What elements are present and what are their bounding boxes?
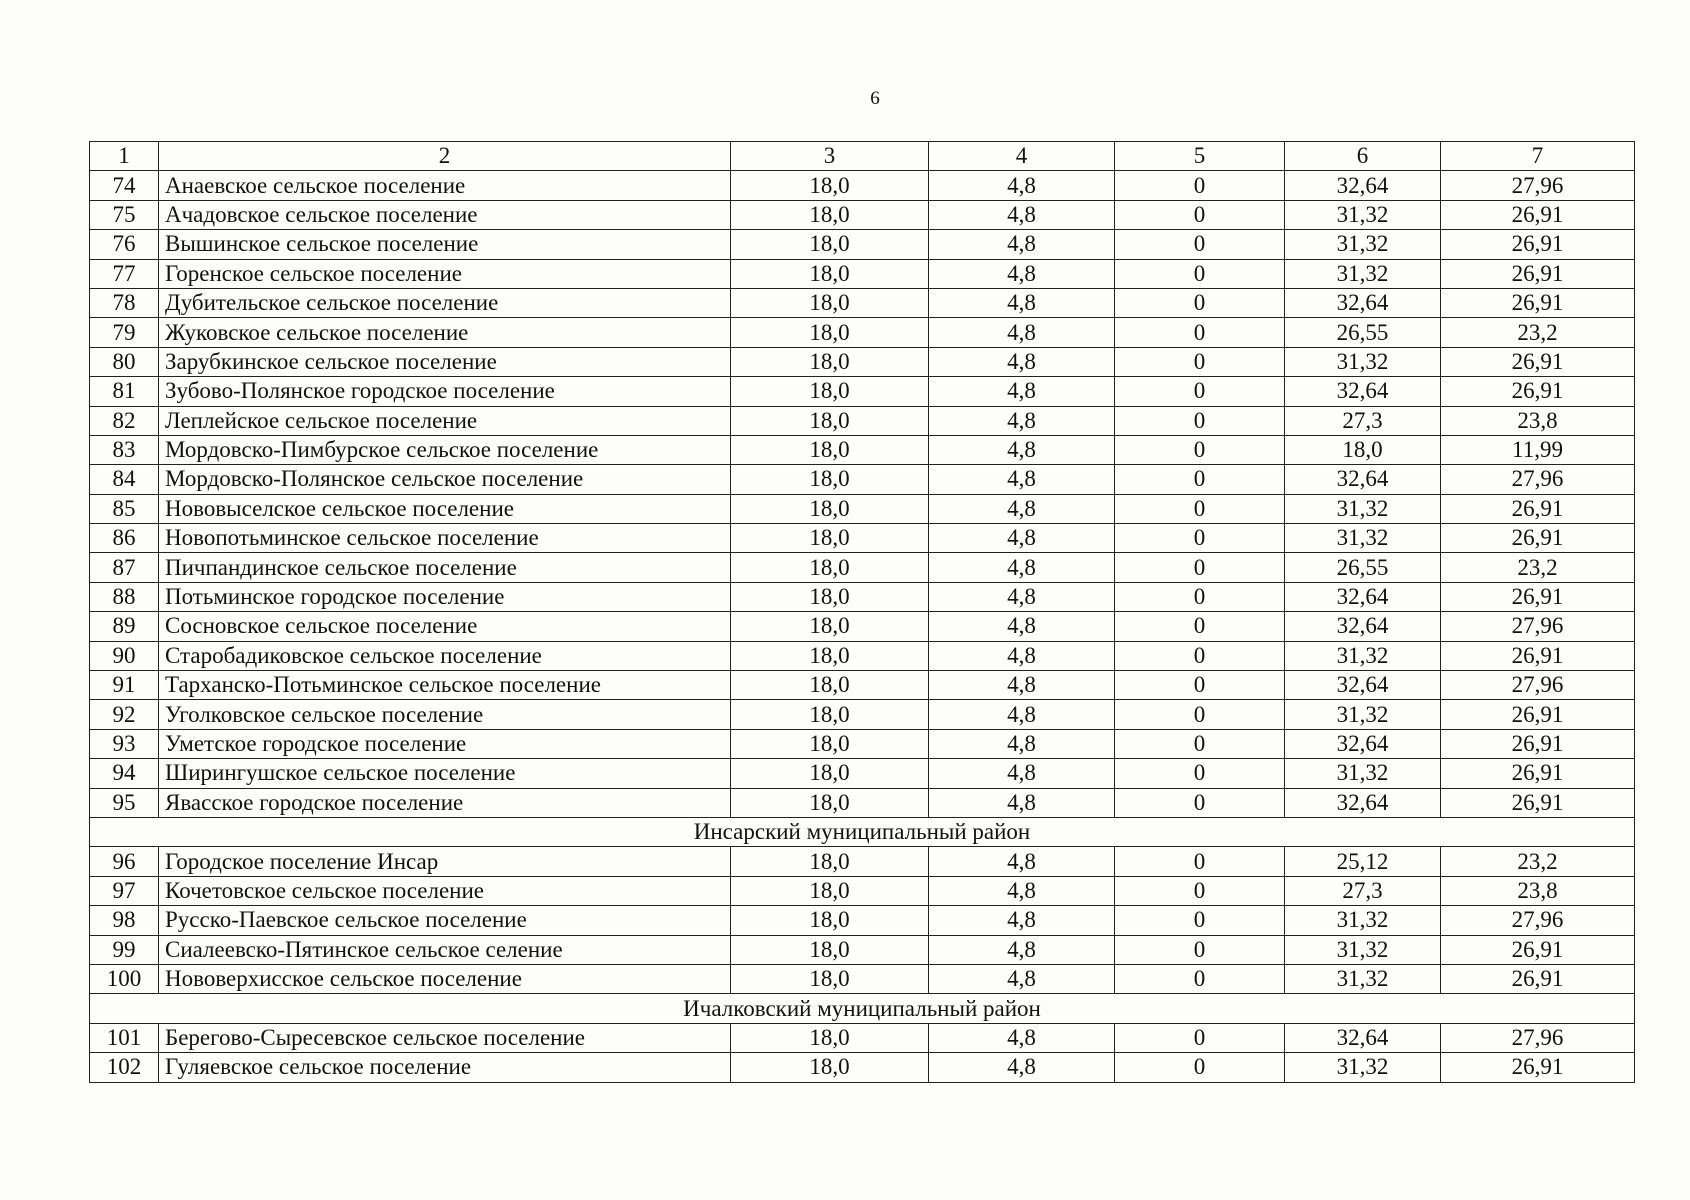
col-6-cell: 32,64 — [1285, 465, 1441, 494]
col-4-cell: 4,8 — [929, 847, 1115, 876]
col-4-cell: 4,8 — [929, 259, 1115, 288]
settlement-name-cell: Городское поселение Инсар — [159, 847, 731, 876]
col-5-cell: 0 — [1115, 318, 1285, 347]
district-section-row — [90, 994, 1635, 1023]
row-number-cell: 76 — [90, 230, 159, 259]
column-header: 2 — [159, 142, 731, 171]
col-4-cell: 4,8 — [929, 671, 1115, 700]
col-3-cell: 18,0 — [731, 729, 929, 758]
row-number-cell: 91 — [90, 671, 159, 700]
col-3-cell: 18,0 — [731, 435, 929, 464]
settlement-name-cell: Новопотьминское сельское поселение — [159, 524, 731, 553]
settlement-name-cell: Горенское сельское поселение — [159, 259, 731, 288]
settlement-name-cell: Вышинское сельское поселение — [159, 230, 731, 259]
settlement-name-cell: Сиалеевско-Пятинское сельское селение — [159, 935, 731, 964]
row-number-cell: 102 — [90, 1053, 159, 1082]
col-4-cell: 4,8 — [929, 788, 1115, 817]
col-3-cell: 18,0 — [731, 700, 929, 729]
col-6-cell: 32,64 — [1285, 729, 1441, 758]
col-3-cell: 18,0 — [731, 230, 929, 259]
col-5-cell: 0 — [1115, 494, 1285, 523]
col-4-cell: 4,8 — [929, 524, 1115, 553]
row-number-cell: 80 — [90, 347, 159, 376]
col-7-cell: 26,91 — [1441, 788, 1635, 817]
row-number-cell: 97 — [90, 876, 159, 905]
col-7-cell: 27,96 — [1441, 171, 1635, 200]
settlement-name-cell: Ачадовское сельское поселение — [159, 200, 731, 229]
col-5-cell: 0 — [1115, 200, 1285, 229]
row-number-cell: 95 — [90, 788, 159, 817]
table-row — [90, 553, 1635, 582]
row-number-cell: 99 — [90, 935, 159, 964]
row-number-cell: 85 — [90, 494, 159, 523]
col-3-cell: 18,0 — [731, 347, 929, 376]
table-row — [90, 524, 1635, 553]
column-header: 7 — [1441, 142, 1635, 171]
col-3-cell: 18,0 — [731, 906, 929, 935]
col-7-cell: 23,8 — [1441, 406, 1635, 435]
settlement-name-cell: Тарханско-Потьминское сельское поселение — [159, 671, 731, 700]
col-6-cell: 31,32 — [1285, 700, 1441, 729]
table-row — [90, 700, 1635, 729]
col-5-cell: 0 — [1115, 1053, 1285, 1082]
col-5-cell: 0 — [1115, 553, 1285, 582]
col-6-cell: 32,64 — [1285, 671, 1441, 700]
table-row — [90, 288, 1635, 317]
table-row — [90, 906, 1635, 935]
settlement-name-cell: Сосновское сельское поселение — [159, 612, 731, 641]
col-4-cell: 4,8 — [929, 465, 1115, 494]
col-3-cell: 18,0 — [731, 641, 929, 670]
col-7-cell: 27,96 — [1441, 1023, 1635, 1052]
district-section-row — [90, 817, 1635, 846]
col-6-cell: 27,3 — [1285, 406, 1441, 435]
col-7-cell: 27,96 — [1441, 612, 1635, 641]
table-row — [90, 465, 1635, 494]
settlement-name-cell: Кочетовское сельское поселение — [159, 876, 731, 905]
table-row — [90, 200, 1635, 229]
col-3-cell: 18,0 — [731, 259, 929, 288]
row-number-cell: 98 — [90, 906, 159, 935]
col-7-cell: 23,2 — [1441, 847, 1635, 876]
col-7-cell: 26,91 — [1441, 259, 1635, 288]
col-4-cell: 4,8 — [929, 347, 1115, 376]
row-number-cell: 79 — [90, 318, 159, 347]
col-4-cell: 4,8 — [929, 377, 1115, 406]
district-title: Ичалковский муниципальный район — [90, 994, 1635, 1023]
table-row — [90, 494, 1635, 523]
col-4-cell: 4,8 — [929, 759, 1115, 788]
col-3-cell: 18,0 — [731, 406, 929, 435]
settlement-name-cell: Гуляевское сельское поселение — [159, 1053, 731, 1082]
col-6-cell: 31,32 — [1285, 259, 1441, 288]
row-number-cell: 93 — [90, 729, 159, 758]
row-number-cell: 83 — [90, 435, 159, 464]
table-row — [90, 1023, 1635, 1052]
col-3-cell: 18,0 — [731, 524, 929, 553]
col-6-cell: 31,32 — [1285, 906, 1441, 935]
col-5-cell: 0 — [1115, 876, 1285, 905]
col-7-cell: 26,91 — [1441, 200, 1635, 229]
column-header: 1 — [90, 142, 159, 171]
col-6-cell: 32,64 — [1285, 788, 1441, 817]
table-row — [90, 406, 1635, 435]
table-row — [90, 347, 1635, 376]
col-5-cell: 0 — [1115, 759, 1285, 788]
table-row — [90, 876, 1635, 905]
table-row — [90, 435, 1635, 464]
col-6-cell: 32,64 — [1285, 288, 1441, 317]
col-6-cell: 32,64 — [1285, 582, 1441, 611]
col-4-cell: 4,8 — [929, 1023, 1115, 1052]
col-3-cell: 18,0 — [731, 671, 929, 700]
settlement-name-cell: Мордовско-Пимбурское сельское поселение — [159, 435, 731, 464]
col-6-cell: 26,55 — [1285, 553, 1441, 582]
col-7-cell: 23,8 — [1441, 876, 1635, 905]
table-row — [90, 759, 1635, 788]
col-3-cell: 18,0 — [731, 494, 929, 523]
row-number-cell: 96 — [90, 847, 159, 876]
col-3-cell: 18,0 — [731, 377, 929, 406]
column-header: 3 — [731, 142, 929, 171]
col-5-cell: 0 — [1115, 729, 1285, 758]
col-3-cell: 18,0 — [731, 1023, 929, 1052]
column-header: 5 — [1115, 142, 1285, 171]
col-4-cell: 4,8 — [929, 288, 1115, 317]
col-5-cell: 0 — [1115, 788, 1285, 817]
col-6-cell: 31,32 — [1285, 200, 1441, 229]
col-7-cell: 27,96 — [1441, 465, 1635, 494]
settlement-name-cell: Уметское городское поселение — [159, 729, 731, 758]
col-7-cell: 27,96 — [1441, 671, 1635, 700]
settlement-name-cell: Потьминское городское поселение — [159, 582, 731, 611]
col-7-cell: 26,91 — [1441, 494, 1635, 523]
col-4-cell: 4,8 — [929, 700, 1115, 729]
column-header: 6 — [1285, 142, 1441, 171]
col-7-cell: 23,2 — [1441, 553, 1635, 582]
row-number-cell: 94 — [90, 759, 159, 788]
col-7-cell: 26,91 — [1441, 377, 1635, 406]
row-number-cell: 90 — [90, 641, 159, 670]
col-5-cell: 0 — [1115, 935, 1285, 964]
col-3-cell: 18,0 — [731, 288, 929, 317]
col-5-cell: 0 — [1115, 847, 1285, 876]
settlement-name-cell: Жуковское сельское поселение — [159, 318, 731, 347]
table-row — [90, 729, 1635, 758]
settlement-name-cell: Берегово-Сыресевское сельское поселение — [159, 1023, 731, 1052]
col-5-cell: 0 — [1115, 524, 1285, 553]
row-number-cell: 84 — [90, 465, 159, 494]
col-4-cell: 4,8 — [929, 171, 1115, 200]
col-7-cell: 26,91 — [1441, 729, 1635, 758]
district-title: Инсарский муниципальный район — [90, 817, 1635, 846]
col-7-cell: 11,99 — [1441, 435, 1635, 464]
col-5-cell: 0 — [1115, 465, 1285, 494]
col-3-cell: 18,0 — [731, 759, 929, 788]
table-header-row — [90, 142, 1635, 171]
col-7-cell: 27,96 — [1441, 906, 1635, 935]
col-7-cell: 26,91 — [1441, 935, 1635, 964]
col-3-cell: 18,0 — [731, 964, 929, 993]
settlement-name-cell: Дубительское сельское поселение — [159, 288, 731, 317]
col-7-cell: 26,91 — [1441, 347, 1635, 376]
col-7-cell: 26,91 — [1441, 641, 1635, 670]
col-5-cell: 0 — [1115, 288, 1285, 317]
row-number-cell: 77 — [90, 259, 159, 288]
settlement-name-cell: Мордовско-Полянское сельское поселение — [159, 465, 731, 494]
row-number-cell: 100 — [90, 964, 159, 993]
settlement-name-cell: Русско-Паевское сельское поселение — [159, 906, 731, 935]
col-6-cell: 31,32 — [1285, 230, 1441, 259]
table-row — [90, 847, 1635, 876]
col-4-cell: 4,8 — [929, 230, 1115, 259]
col-5-cell: 0 — [1115, 347, 1285, 376]
col-4-cell: 4,8 — [929, 906, 1115, 935]
column-header: 4 — [929, 142, 1115, 171]
col-3-cell: 18,0 — [731, 200, 929, 229]
col-3-cell: 18,0 — [731, 788, 929, 817]
col-6-cell: 31,32 — [1285, 1053, 1441, 1082]
col-5-cell: 0 — [1115, 964, 1285, 993]
table-row — [90, 318, 1635, 347]
col-7-cell: 26,91 — [1441, 1053, 1635, 1082]
settlement-name-cell: Анаевское сельское поселение — [159, 171, 731, 200]
page-number: 6 — [870, 88, 880, 109]
col-6-cell: 32,64 — [1285, 612, 1441, 641]
table-row — [90, 964, 1635, 993]
col-3-cell: 18,0 — [731, 465, 929, 494]
col-7-cell: 26,91 — [1441, 288, 1635, 317]
col-4-cell: 4,8 — [929, 582, 1115, 611]
col-6-cell: 31,32 — [1285, 964, 1441, 993]
col-3-cell: 18,0 — [731, 935, 929, 964]
col-6-cell: 31,32 — [1285, 347, 1441, 376]
table-row — [90, 641, 1635, 670]
settlement-name-cell: Пичпандинское сельское поселение — [159, 553, 731, 582]
settlement-name-cell: Нововыселское сельское поселение — [159, 494, 731, 523]
table-row — [90, 612, 1635, 641]
col-3-cell: 18,0 — [731, 553, 929, 582]
col-7-cell: 26,91 — [1441, 964, 1635, 993]
col-4-cell: 4,8 — [929, 406, 1115, 435]
col-5-cell: 0 — [1115, 1023, 1285, 1052]
col-6-cell: 31,32 — [1285, 524, 1441, 553]
col-6-cell: 32,64 — [1285, 171, 1441, 200]
settlement-name-cell: Леплейское сельское поселение — [159, 406, 731, 435]
col-5-cell: 0 — [1115, 171, 1285, 200]
col-7-cell: 26,91 — [1441, 700, 1635, 729]
col-5-cell: 0 — [1115, 582, 1285, 611]
row-number-cell: 88 — [90, 582, 159, 611]
row-number-cell: 89 — [90, 612, 159, 641]
col-5-cell: 0 — [1115, 700, 1285, 729]
col-5-cell: 0 — [1115, 906, 1285, 935]
col-6-cell: 18,0 — [1285, 435, 1441, 464]
col-4-cell: 4,8 — [929, 318, 1115, 347]
settlement-name-cell: Нововерхисское сельское поселение — [159, 964, 731, 993]
col-5-cell: 0 — [1115, 259, 1285, 288]
col-7-cell: 26,91 — [1441, 230, 1635, 259]
col-6-cell: 31,32 — [1285, 935, 1441, 964]
table-row — [90, 671, 1635, 700]
col-4-cell: 4,8 — [929, 729, 1115, 758]
settlement-name-cell: Ширингушское сельское поселение — [159, 759, 731, 788]
table-row — [90, 582, 1635, 611]
col-5-cell: 0 — [1115, 612, 1285, 641]
col-4-cell: 4,8 — [929, 435, 1115, 464]
col-5-cell: 0 — [1115, 435, 1285, 464]
settlement-name-cell: Зарубкинское сельское поселение — [159, 347, 731, 376]
col-5-cell: 0 — [1115, 641, 1285, 670]
col-4-cell: 4,8 — [929, 641, 1115, 670]
col-3-cell: 18,0 — [731, 612, 929, 641]
col-3-cell: 18,0 — [731, 171, 929, 200]
col-4-cell: 4,8 — [929, 200, 1115, 229]
table-row — [90, 377, 1635, 406]
table-row — [90, 259, 1635, 288]
table-row — [90, 230, 1635, 259]
row-number-cell: 74 — [90, 171, 159, 200]
col-4-cell: 4,8 — [929, 876, 1115, 905]
col-5-cell: 0 — [1115, 230, 1285, 259]
col-3-cell: 18,0 — [731, 318, 929, 347]
settlement-name-cell: Уголковское сельское поселение — [159, 700, 731, 729]
col-3-cell: 18,0 — [731, 582, 929, 611]
col-6-cell: 26,55 — [1285, 318, 1441, 347]
col-4-cell: 4,8 — [929, 612, 1115, 641]
row-number-cell: 81 — [90, 377, 159, 406]
col-5-cell: 0 — [1115, 671, 1285, 700]
col-4-cell: 4,8 — [929, 553, 1115, 582]
col-4-cell: 4,8 — [929, 494, 1115, 523]
settlement-name-cell: Явасское городское поселение — [159, 788, 731, 817]
settlement-name-cell: Старобадиковское сельское поселение — [159, 641, 731, 670]
col-7-cell: 26,91 — [1441, 759, 1635, 788]
col-6-cell: 25,12 — [1285, 847, 1441, 876]
col-6-cell: 31,32 — [1285, 494, 1441, 523]
col-6-cell: 27,3 — [1285, 876, 1441, 905]
col-7-cell: 26,91 — [1441, 582, 1635, 611]
row-number-cell: 82 — [90, 406, 159, 435]
col-6-cell: 31,32 — [1285, 641, 1441, 670]
col-6-cell: 32,64 — [1285, 377, 1441, 406]
col-4-cell: 4,8 — [929, 935, 1115, 964]
col-3-cell: 18,0 — [731, 876, 929, 905]
col-4-cell: 4,8 — [929, 1053, 1115, 1082]
table-row — [90, 1053, 1635, 1082]
col-5-cell: 0 — [1115, 377, 1285, 406]
row-number-cell: 101 — [90, 1023, 159, 1052]
table-row — [90, 935, 1635, 964]
row-number-cell: 75 — [90, 200, 159, 229]
col-6-cell: 32,64 — [1285, 1023, 1441, 1052]
row-number-cell: 87 — [90, 553, 159, 582]
table-row — [90, 171, 1635, 200]
col-7-cell: 23,2 — [1441, 318, 1635, 347]
col-4-cell: 4,8 — [929, 964, 1115, 993]
row-number-cell: 86 — [90, 524, 159, 553]
col-5-cell: 0 — [1115, 406, 1285, 435]
table-row — [90, 788, 1635, 817]
settlements-table — [89, 141, 1635, 1083]
settlement-name-cell: Зубово-Полянское городское поселение — [159, 377, 731, 406]
col-3-cell: 18,0 — [731, 1053, 929, 1082]
col-7-cell: 26,91 — [1441, 524, 1635, 553]
row-number-cell: 92 — [90, 700, 159, 729]
row-number-cell: 78 — [90, 288, 159, 317]
col-6-cell: 31,32 — [1285, 759, 1441, 788]
col-3-cell: 18,0 — [731, 847, 929, 876]
